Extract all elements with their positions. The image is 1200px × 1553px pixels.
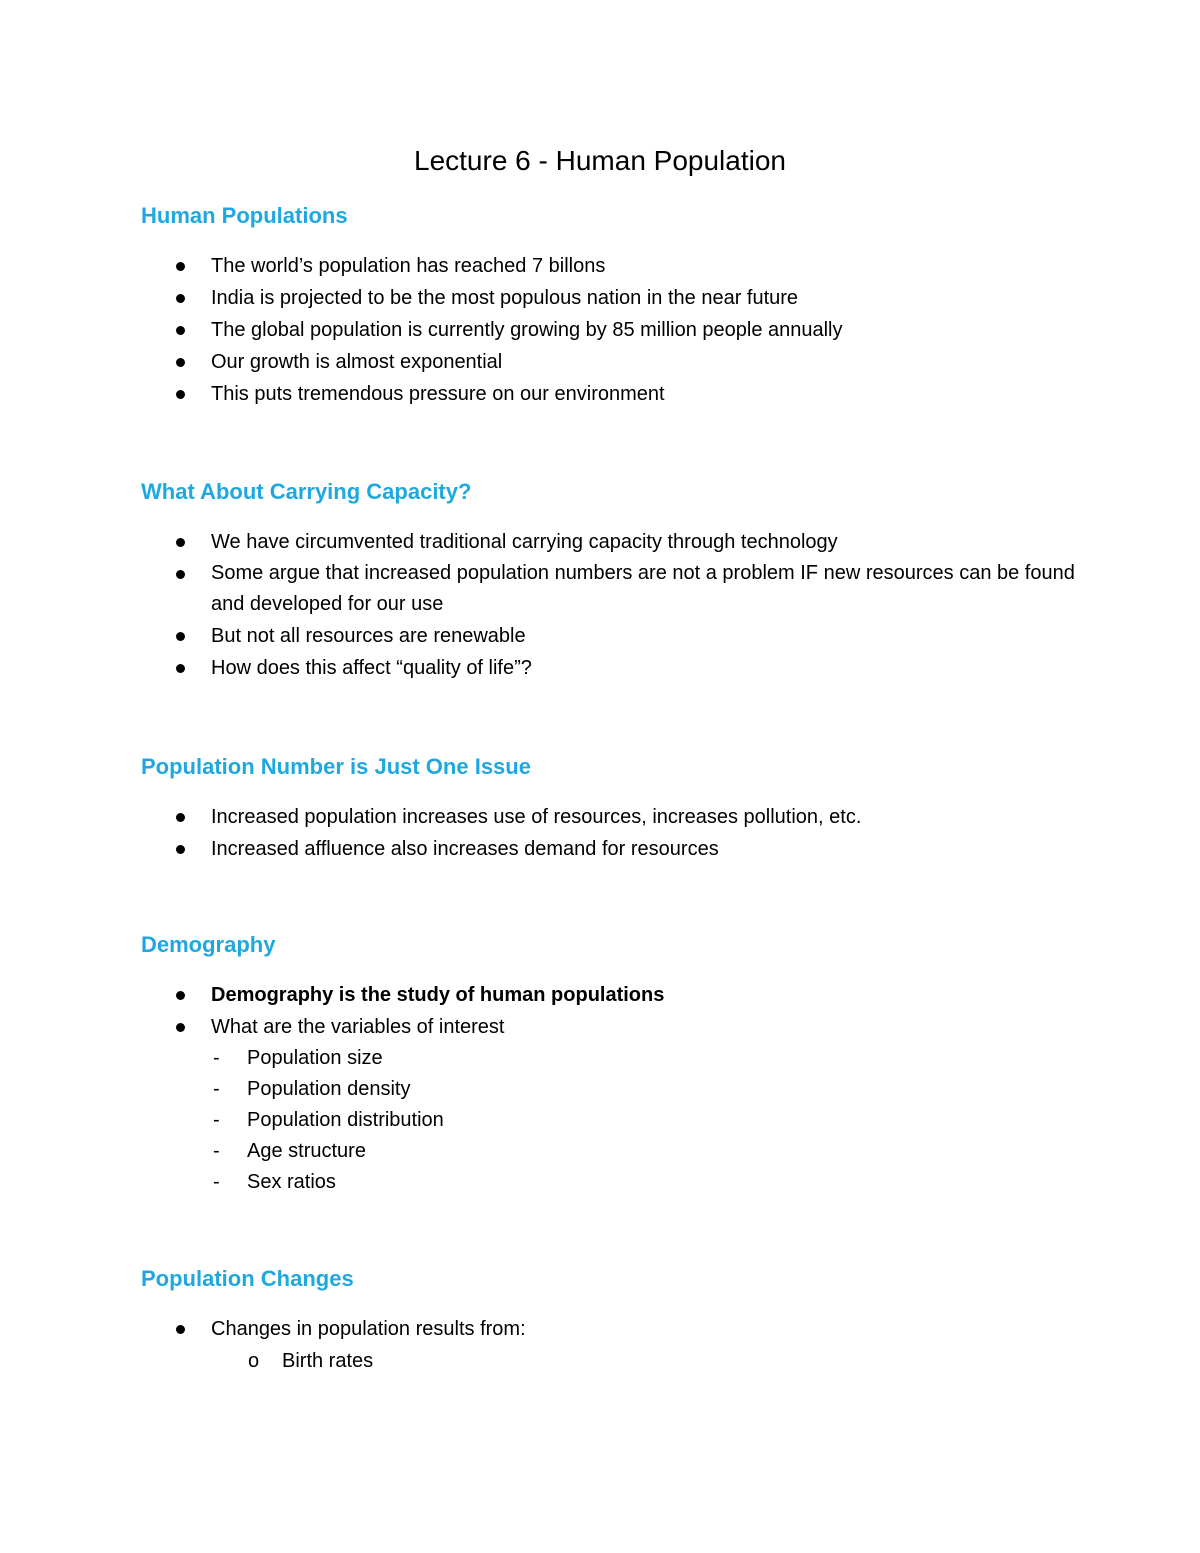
bullet-icon (176, 262, 185, 271)
list-item: Increased population increases use of resources, increases pollution, etc. (141, 801, 1101, 833)
section-heading: What About Carrying Capacity? (141, 479, 472, 504)
bullet-icon (176, 991, 185, 1000)
list-item: Increased affluence also increases demand for resources (141, 833, 1101, 865)
section-heading: Population Changes (141, 1266, 354, 1291)
bullet-icon (176, 538, 185, 547)
section-heading: Demography (141, 932, 276, 957)
bullet-icon (176, 845, 185, 854)
sub-list-item: - Population distribution (141, 1105, 1101, 1136)
dash-icon: - (213, 1078, 220, 1100)
dash-icon: - (213, 1109, 220, 1131)
bullet-list (141, 979, 1101, 1043)
bullet-list (141, 526, 1101, 684)
circle-bullet-icon: o (248, 1350, 260, 1372)
sub-list-item: - Population density (141, 1074, 1101, 1105)
section-demography (141, 930, 1101, 1198)
list-item: India is projected to be the most populous nation in the near future (141, 282, 1101, 314)
bullet-list (141, 250, 1101, 410)
section-carrying-capacity (141, 477, 1101, 684)
bullet-icon (176, 358, 185, 367)
sub-list-item: - Population size (141, 1043, 1101, 1074)
list-item: The world’s population has reached 7 billons (141, 250, 1101, 282)
sub-list (141, 1043, 1101, 1198)
list-item: We have circumvented traditional carrying capacity through technology (141, 526, 1101, 558)
sub-list-item: - Sex ratios (141, 1167, 1101, 1198)
dash-icon: - (213, 1171, 220, 1193)
list-item: Changes in population results from: (141, 1313, 1101, 1345)
bullet-icon (176, 326, 185, 335)
dash-icon: - (213, 1140, 220, 1162)
list-item: Our growth is almost exponential (141, 346, 1101, 378)
section-heading: Population Number is Just One Issue (141, 754, 531, 779)
bullet-icon (176, 664, 185, 673)
bullet-icon (176, 813, 185, 822)
page-title: Lecture 6 - Human Population (414, 145, 786, 176)
bullet-list (141, 1313, 1101, 1345)
list-item: But not all resources are renewable (141, 620, 1101, 652)
dash-icon: - (213, 1047, 220, 1069)
list-item: What are the variables of interest (141, 1011, 1101, 1043)
bullet-list (141, 801, 1101, 865)
section-heading: Human Populations (141, 203, 348, 228)
section-human-populations (141, 201, 1101, 410)
list-item: How does this affect “quality of life”? (141, 652, 1101, 684)
bullet-icon (176, 570, 185, 579)
bullet-icon (176, 632, 185, 641)
sub-list (141, 1345, 1101, 1377)
list-item: The global population is currently growing by 85 million people annually (141, 314, 1101, 346)
section-population-number (141, 752, 1101, 865)
section-population-changes (141, 1264, 1101, 1377)
list-item: Demography is the study of human populations (141, 979, 1101, 1011)
sub-list-item: o Birth rates (141, 1345, 1101, 1377)
list-item: Some argue that increased population numbers are not a problem IF new resources can be found and developed for our use (141, 558, 1101, 620)
bullet-icon (176, 1023, 185, 1032)
list-item: This puts tremendous pressure on our environment (141, 378, 1101, 410)
sub-list-item: - Age structure (141, 1136, 1101, 1167)
bullet-icon (176, 390, 185, 399)
bullet-icon (176, 294, 185, 303)
bullet-icon (176, 1325, 185, 1334)
